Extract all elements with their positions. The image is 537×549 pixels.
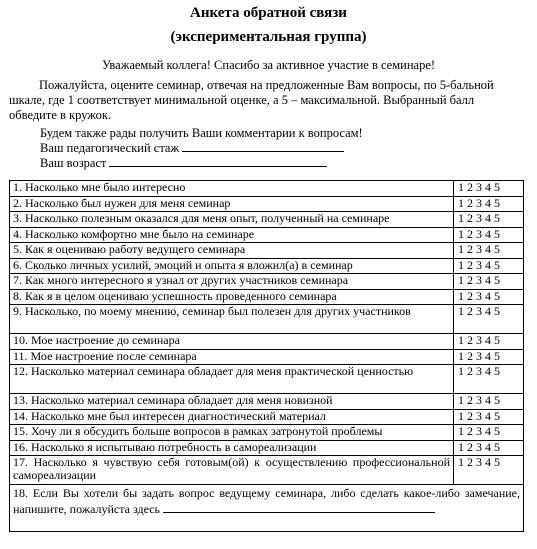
question-text: 3. Насколько полезным оказался для меня опыт, полученный на семинаре	[10, 212, 454, 228]
experience-blank[interactable]	[182, 140, 344, 152]
question-row	[10, 425, 524, 441]
question-row	[10, 456, 524, 485]
question-row	[10, 409, 524, 425]
question-text: 17. Насколько я чувствую себя готовым(ой) к осуществлению профессиональной самореализации	[10, 456, 454, 485]
question-text: 15. Хочу ли я обсудить больше вопросов в рамках затронутой проблемы	[10, 425, 454, 441]
rating-scale[interactable]: 1 2 3 4 5	[454, 456, 524, 485]
age-label: Ваш возраст	[40, 156, 107, 170]
rating-scale[interactable]: 1 2 3 4 5	[454, 349, 524, 365]
rating-scale[interactable]: 1 2 3 4 5	[454, 305, 524, 334]
rating-scale[interactable]: 1 2 3 4 5	[454, 334, 524, 350]
rating-scale[interactable]: 1 2 3 4 5	[454, 440, 524, 456]
question-row	[10, 305, 524, 334]
question-text: 10. Мое настроение до семинара	[10, 334, 454, 350]
final-question-text: 18. Если Вы хотели бы задать вопрос ведущему семинара, либо сделать какое-либо замечание, напишите, пожалуйста здесь	[13, 486, 520, 516]
rating-scale[interactable]: 1 2 3 4 5	[454, 227, 524, 243]
question-text: 14. Насколько мне был интересен диагностический материал	[10, 409, 454, 425]
question-row	[10, 181, 524, 197]
question-text: 16. Насколько я испытываю потребность в самореализации	[10, 440, 454, 456]
question-text: 8. Как я в целом оцениваю успешность проведенного семинара	[10, 289, 454, 305]
question-text: 1. Насколько мне было интересно	[10, 181, 454, 197]
question-text: 7. Как много интересного я узнал от других участников семинара	[10, 274, 454, 290]
question-text: 4. Насколько комфортно мне было на семинаре	[10, 227, 454, 243]
form-subtitle: (экспериментальная группа)	[170, 29, 367, 45]
question-row	[10, 243, 524, 259]
experience-row	[40, 140, 344, 156]
rating-scale[interactable]: 1 2 3 4 5	[454, 243, 524, 259]
question-text: 9. Насколько, по моему мнению, семинар был полезен для других участников	[10, 305, 454, 334]
greeting-text: Уважаемый коллега! Спасибо за активное участие в семинаре!	[101, 58, 436, 72]
question-row	[10, 227, 524, 243]
rating-scale[interactable]: 1 2 3 4 5	[454, 274, 524, 290]
rating-scale[interactable]: 1 2 3 4 5	[454, 409, 524, 425]
question-row	[10, 289, 524, 305]
question-row	[10, 274, 524, 290]
question-row	[10, 349, 524, 365]
rating-scale[interactable]: 1 2 3 4 5	[454, 181, 524, 197]
question-row	[10, 394, 524, 410]
rating-scale[interactable]: 1 2 3 4 5	[454, 425, 524, 441]
rating-scale[interactable]: 1 2 3 4 5	[454, 212, 524, 228]
questions-table	[9, 180, 524, 532]
form-title: Анкета обратной связи	[190, 5, 347, 21]
rating-scale[interactable]: 1 2 3 4 5	[454, 394, 524, 410]
question-text: 2. Насколько был нужен для меня семинар	[10, 196, 454, 212]
rating-scale[interactable]: 1 2 3 4 5	[454, 289, 524, 305]
answer-blank[interactable]	[163, 500, 435, 513]
instructions-text: Пожалуйста, оцените семинар, отвечая на предложенные Вам вопросы, по 5-бальной шкале, где 1 соответствует минимальной оценке, а 5 – максимальной. Выбранный балл обведите в кружок.	[9, 78, 494, 122]
age-row	[40, 155, 327, 171]
rating-scale[interactable]: 1 2 3 4 5	[454, 365, 524, 394]
experience-label: Ваш педагогический стаж	[40, 141, 180, 155]
question-text: 11. Мое настроение после семинара	[10, 349, 454, 365]
question-text: 5. Как я оцениваю работу ведущего семинара	[10, 243, 454, 259]
rating-scale[interactable]: 1 2 3 4 5	[454, 258, 524, 274]
question-text: 6. Сколько личных усилий, эмоций и опыта я вложил(а) в семинар	[10, 258, 454, 274]
question-row	[10, 258, 524, 274]
question-row	[10, 440, 524, 456]
final-question-row	[10, 485, 524, 532]
rating-scale[interactable]: 1 2 3 4 5	[454, 196, 524, 212]
question-row	[10, 196, 524, 212]
age-blank[interactable]	[109, 155, 327, 167]
question-text: 12. Насколько материал семинара обладает для меня практической ценностью	[10, 365, 454, 394]
question-text: 13. Насколько материал семинара обладает для меня новизной	[10, 394, 454, 410]
question-row	[10, 365, 524, 394]
question-row	[10, 212, 524, 228]
final-question-cell	[10, 485, 524, 532]
question-row	[10, 334, 524, 350]
comments-request: Будем также рады получить Ваши комментарии к вопросам!	[40, 126, 363, 140]
